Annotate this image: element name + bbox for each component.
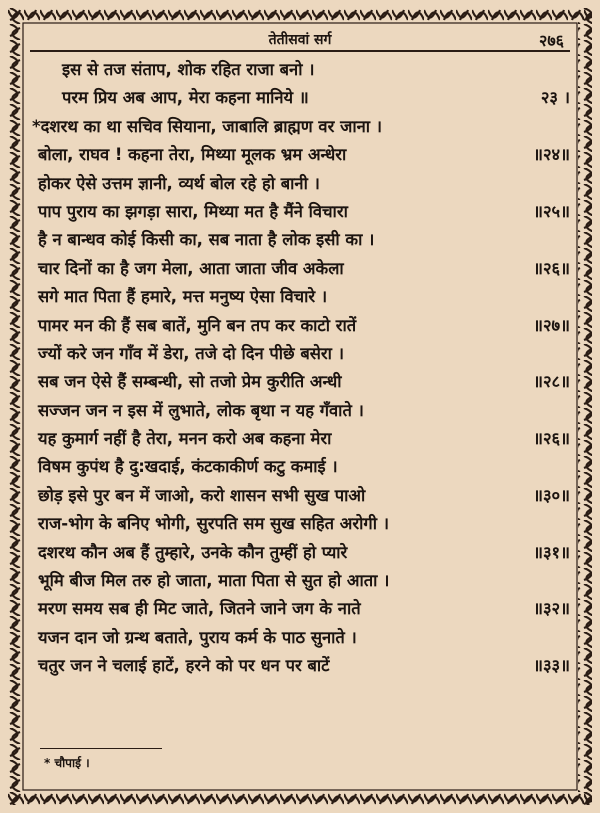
verse-line [32, 141, 570, 169]
verse-text: सज्जन जन न इस में लुभाते, लोक बृथा न यह गँवाते । [38, 400, 364, 420]
verse-line [32, 340, 570, 368]
verse-text: दशरथ कौन अब हैं तुम्हारे, उनके कौन तुम्हीं हो प्यारे [38, 542, 348, 562]
verse-list [32, 56, 570, 681]
page-header [30, 28, 570, 52]
verse-text: यजन दान जो ग्रन्थ बताते, पुराय कर्म के पाठ सुनाते । [38, 627, 357, 647]
verse-number: ॥२५॥ [533, 201, 570, 221]
page-number: २७६ [539, 31, 564, 50]
verse-number: ॥३१॥ [533, 542, 570, 562]
verse-number: ॥२४॥ [533, 145, 570, 165]
verse-number: ॥२७॥ [533, 315, 570, 335]
verse-text: यह कुमार्ग नहीं है तेरा, मनन करो अब कहना मेरा [38, 429, 332, 449]
verse-text: सब जन ऐसे हैं सम्बन्धी, सो तजो प्रेम कुरीति अन्धी [38, 372, 342, 392]
footnote: * चौपाई । [44, 756, 90, 770]
verse-text: चतुर जन ने चलाई हाटें, हरने को पर धन पर बाटें [38, 656, 330, 676]
verse-text: विषम कुपंथ है दु:खदाई, कंटकाकीर्ण कटु कमाई । [38, 457, 338, 477]
verse-line [32, 84, 570, 112]
verse-text: छोड़ इसे पुर बन में जाओ, करो शासन सभी सुख पाओ [38, 485, 366, 505]
verse-line [32, 652, 570, 680]
verse-line [32, 368, 570, 396]
verse-number: ॥३२॥ [533, 599, 570, 619]
verse-line [32, 510, 570, 538]
verse-text: मरण समय सब ही मिट जाते, जितने जाने जग के नाते [38, 599, 361, 619]
verse-line [32, 453, 570, 481]
verse-text: भूमि बीज मिल तरु हो जाता, माता पिता से सुत हो आता । [38, 571, 390, 591]
verse-number: ॥२६॥ [533, 258, 570, 278]
verse-line [32, 255, 570, 283]
verse-text: होकर ऐसे उत्तम ज्ञानी, व्यर्थ बोल रहे हो बानी । [38, 173, 320, 193]
verse-line [32, 283, 570, 311]
verse-line [32, 567, 570, 595]
verse-number: २३ । [540, 88, 570, 108]
verse-line [32, 113, 570, 141]
verse-line [32, 539, 570, 567]
verse-line [32, 624, 570, 652]
verse-text: राज-भोग के बनिए भोगी, सुरपति सम सुख सहित अरोगी । [38, 514, 389, 534]
chapter-title: तेतीसवां सर्ग [268, 32, 332, 48]
verse-line [32, 56, 570, 84]
verse-text: ज्यों करे जन गाँव में डेरा, तजे दो दिन पीछे बसेरा । [38, 343, 344, 363]
verse-line [32, 198, 570, 226]
verse-text: चार दिनों का है जग मेला, आता जाता जीव अकेला [38, 258, 344, 278]
verse-line [32, 312, 570, 340]
verse-text: बोला, राघव ! कहना तेरा, मिथ्या मूलक भ्रम अन्धेरा [38, 145, 347, 165]
verse-text: पामर मन की हैं सब बातें, मुनि बन तप कर काटो रातें [38, 315, 357, 335]
verse-text: परम प्रिय अब आप, मेरा कहना मानिये ॥ [62, 88, 309, 108]
verse-line [32, 170, 570, 198]
verse-text: है न बान्धव कोई किसी का, सब नाता है लोक इसी का । [38, 230, 375, 250]
verse-number: ॥३०॥ [533, 485, 570, 505]
footnote-divider [40, 748, 162, 749]
verse-line [32, 595, 570, 623]
verse-number: ॥२६॥ [533, 429, 570, 449]
verse-text: पाप पुराय का झगड़ा सारा, मिथ्या मत है मैंने विचारा [38, 201, 348, 221]
verse-text: *दशरथ का था सचिव सियाना, जाबालि ब्राह्मण वर जाना । [32, 116, 383, 136]
verse-number: ॥२८॥ [533, 372, 570, 392]
verse-number: ॥३३॥ [533, 656, 570, 676]
verse-line [32, 226, 570, 254]
verse-line [32, 397, 570, 425]
verse-line [32, 482, 570, 510]
verse-text: इस से तज संताप, शोक रहित राजा बनो । [62, 60, 315, 79]
verse-line [32, 425, 570, 453]
verse-text: सगे मात पिता हैं हमारे, मत्त मनुष्य ऐसा विचारे । [38, 287, 328, 307]
